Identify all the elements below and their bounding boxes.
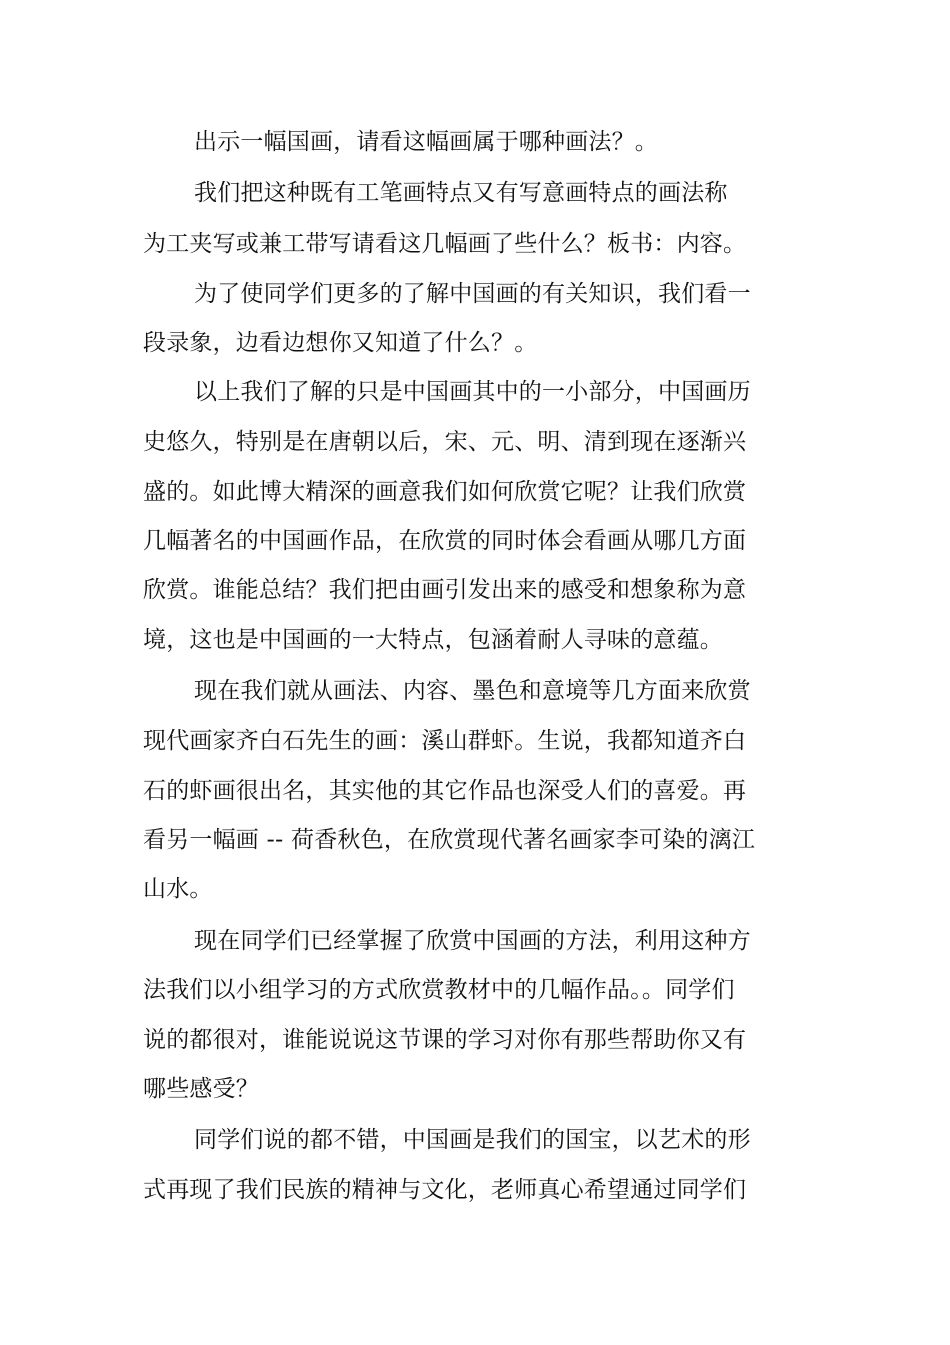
paragraph-5-line-3: 石的虾画很出名，其实他的其它作品也深受人们的喜爱。再	[143, 778, 747, 804]
paragraph-4-line-2: 史悠久，特别是在唐朝以后，宋、元、明、清到现在逐渐兴	[143, 429, 747, 455]
paragraph-2-line-2: 为工夹写或兼工带写请看这几幅画了些什么？板书：内容。	[143, 231, 747, 257]
paragraph-5-line-2: 现代画家齐白石先生的画：溪山群虾。生说，我都知道齐白	[143, 728, 747, 754]
paragraph-4-line-5: 欣赏。谁能总结？我们把由画引发出来的感受和想象称为意	[143, 577, 747, 603]
paragraph-3-line-1: 为了使同学们更多的了解中国画的有关知识，我们看一	[194, 281, 751, 307]
paragraph-6-line-1: 现在同学们已经掌握了欣赏中国画的方法，利用这种方	[194, 928, 751, 954]
paragraph-6-line-3: 说的都很对，谁能说说这节课的学习对你有那些帮助你又有	[143, 1027, 747, 1053]
paragraph-5-line-5: 山水。	[143, 876, 213, 902]
paragraph-7-line-1: 同学们说的都不错，中国画是我们的国宝，以艺术的形	[194, 1127, 751, 1153]
paragraph-2-line-1: 我们把这种既有工笔画特点又有写意画特点的画法称	[194, 180, 728, 206]
paragraph-1-line-1: 出示一幅国画，请看这幅画属于哪种画法？。	[194, 129, 658, 155]
paragraph-4-line-6: 境，这也是中国画的一大特点，包涵着耐人寻味的意蕴。	[143, 627, 723, 653]
paragraph-4-line-4: 几幅著名的中国画作品，在欣赏的同时体会看画从哪几方面	[143, 528, 747, 554]
paragraph-7-line-2: 式再现了我们民族的精神与文化，老师真心希望通过同学们	[143, 1177, 747, 1203]
paragraph-4-line-1: 以上我们了解的只是中国画其中的一小部分，中国画历	[194, 379, 751, 405]
paragraph-3-line-2: 段录象，边看边想你又知道了什么？。	[143, 330, 538, 356]
paragraph-6-line-4: 哪些感受？	[143, 1076, 259, 1102]
paragraph-5-line-4: 看另一幅画 -- 荷香秋色，在欣赏现代著名画家李可染的漓江	[143, 827, 756, 853]
paragraph-6-line-2: 法我们以小组学习的方式欣赏教材中的几幅作品。。同学们	[143, 977, 735, 1003]
paragraph-4-line-3: 盛的。如此博大精深的画意我们如何欣赏它呢？让我们欣赏	[143, 479, 747, 505]
paragraph-5-line-1: 现在我们就从画法、内容、墨色和意境等几方面来欣赏	[194, 678, 751, 704]
